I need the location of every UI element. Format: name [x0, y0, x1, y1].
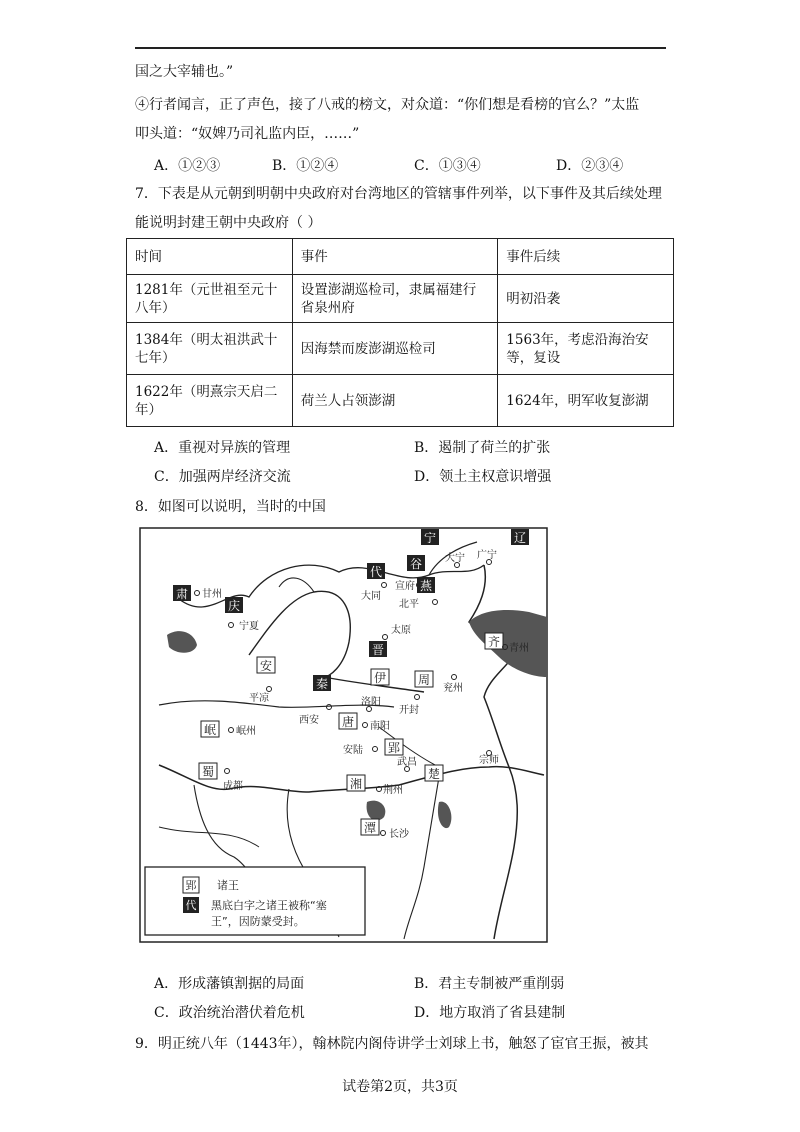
svg-text:伊: 伊 — [373, 671, 387, 685]
svg-text:潭: 潭 — [363, 821, 377, 835]
svg-text:代: 代 — [369, 565, 383, 579]
legend-line2: 王”，因防蒙受封。 — [211, 915, 305, 928]
svg-text:安: 安 — [259, 659, 273, 673]
q7-option-c[interactable]: C．加强两岸经济交流 — [154, 469, 291, 485]
q7-events-table — [126, 238, 674, 427]
prince-yan — [417, 577, 435, 593]
q7-stem-line1: 7．下表是从元朝到明朝中央政府对台湾地区的管辖事件列举，以下事件及其后续处理 — [135, 186, 662, 202]
city-nanyang: 南阳 — [370, 721, 390, 732]
svg-text:晋: 晋 — [371, 643, 385, 657]
q7-stem-line2: 能说明封建王朝中央政府（ ） — [135, 215, 322, 231]
prince-dai — [367, 563, 385, 579]
q8-option-a[interactable]: A．形成藩镇割据的局面 — [154, 976, 305, 992]
prince-qi — [485, 633, 503, 649]
prince-chu — [425, 765, 443, 781]
page-footer: 试卷第2页，共3页 — [342, 1079, 458, 1095]
city-daning: 大宁 — [445, 553, 465, 564]
city-taiyuan: 太原 — [391, 625, 411, 636]
city-guangning: 广宁 — [477, 550, 497, 561]
cell-time: 1281年（元世祖至元十八年） — [127, 275, 293, 323]
city-beiping: 北平 — [399, 599, 419, 610]
prince-an — [257, 657, 275, 673]
prince-su — [173, 585, 191, 601]
q9-stem-line1: 9．明正统八年（1443年），翰林院内阁侍讲学士刘球上书，触怒了宦官王振，被其 — [135, 1036, 649, 1052]
svg-text:楚: 楚 — [427, 767, 441, 781]
q8-option-b[interactable]: B．君主专制被严重削弱 — [414, 976, 565, 992]
prince-shu — [199, 763, 217, 779]
svg-text:宁: 宁 — [423, 531, 437, 545]
q6-option-d[interactable]: D．②③④ — [556, 158, 624, 174]
q7-option-d[interactable]: D．领土主权意识增强 — [414, 469, 552, 485]
svg-text:辽: 辽 — [513, 531, 527, 545]
q6-item4-line1: ④行者闻言，正了声色，接了八戒的榜文，对众道：“你们想是看榜的官么？”太监 — [135, 97, 640, 113]
q6-option-c[interactable]: C．①③④ — [414, 158, 481, 174]
svg-text:谷: 谷 — [409, 557, 423, 571]
prince-xiang — [347, 775, 365, 791]
prince-jin — [369, 641, 387, 657]
cell-event: 荷兰人占领澎湖 — [292, 375, 498, 427]
prince-qing — [225, 597, 243, 613]
svg-text:湘: 湘 — [349, 777, 363, 791]
cell-event: 因海禁而废澎湖巡检司 — [292, 323, 498, 375]
city-datong: 大同 — [361, 591, 381, 602]
prince-liao — [511, 529, 529, 545]
svg-text:岷: 岷 — [203, 723, 217, 737]
city-zongshi: 宗师 — [479, 755, 499, 766]
table-header-row — [127, 239, 674, 275]
table-row — [127, 275, 674, 323]
cell-after: 明初沿袭 — [498, 275, 674, 323]
prince-yi — [371, 669, 389, 685]
cell-after: 1624年，明军收复澎湖 — [498, 375, 674, 427]
svg-text:郢: 郢 — [387, 741, 401, 755]
top-rule — [135, 47, 666, 49]
svg-text:周: 周 — [417, 673, 431, 687]
svg-text:燕: 燕 — [419, 579, 433, 593]
prince-tan — [361, 819, 379, 835]
header-time: 时间 — [127, 239, 293, 275]
cell-after: 1563年，考虑沿海治安等，复设 — [498, 323, 674, 375]
svg-text:蜀: 蜀 — [201, 765, 215, 779]
city-xuanfu: 宣府 — [395, 581, 415, 592]
city-luoyang: 洛阳 — [361, 697, 381, 708]
legend-line1: 黑底白字之诸王被称“塞 — [211, 899, 327, 912]
city-pingliang: 平凉 — [249, 693, 269, 704]
svg-text:秦: 秦 — [315, 677, 329, 691]
city-kaifeng: 开封 — [399, 705, 419, 716]
prince-gu — [407, 555, 425, 571]
city-ganzhou: 甘州 — [202, 589, 222, 600]
q7-option-b[interactable]: B．遏制了荷兰的扩张 — [414, 440, 551, 456]
prince-zhou — [415, 671, 433, 687]
header-event: 事件 — [292, 239, 498, 275]
q8-option-c[interactable]: C．政治统治潜伏着危机 — [154, 1005, 305, 1021]
q7-option-a[interactable]: A．重视对异族的管理 — [154, 440, 291, 456]
city-chengdu: 成都 — [223, 781, 243, 792]
q8-option-d[interactable]: D．地方取消了省县建制 — [414, 1005, 566, 1021]
legend-glyph-white: 郢 — [185, 879, 197, 892]
cell-time: 1384年（明太祖洪武十七年） — [127, 323, 293, 375]
svg-text:唐: 唐 — [341, 715, 355, 729]
city-changsha: 长沙 — [389, 829, 409, 840]
city-anlu: 安陆 — [343, 745, 363, 756]
cell-time: 1622年（明熹宗天启二年） — [127, 375, 293, 427]
q6-item4-line2: 叩头道：“奴婢乃司礼监内臣，……” — [135, 126, 360, 142]
city-yanzhou: 兖州 — [443, 683, 463, 694]
map-legend — [145, 867, 365, 935]
ming-princes-map — [139, 527, 548, 943]
q6-option-b[interactable]: B．①②④ — [272, 158, 339, 174]
city-minzhou: 岷州 — [236, 726, 256, 737]
q6-continuation: 国之大宰辅也。” — [135, 64, 234, 80]
prince-min — [201, 721, 219, 737]
svg-text:齐: 齐 — [487, 635, 501, 649]
city-xian: 西安 — [299, 715, 319, 726]
prince-qin — [313, 675, 331, 691]
q6-option-a[interactable]: A．①②③ — [154, 158, 221, 174]
city-wuchang: 武昌 — [397, 757, 417, 768]
cell-event: 设置澎湖巡检司，隶属福建行省泉州府 — [292, 275, 498, 323]
svg-text:庆: 庆 — [227, 599, 241, 613]
table-row — [127, 375, 674, 427]
city-qingzhou: 青州 — [509, 643, 529, 654]
city-ningxia: 宁夏 — [239, 621, 259, 632]
prince-ning — [421, 529, 439, 545]
legend-title: 诸王 — [217, 879, 239, 892]
header-after: 事件后续 — [498, 239, 674, 275]
city-jingzhou: 荆州 — [383, 785, 403, 796]
prince-tang — [339, 713, 357, 729]
q8-stem: 8．如图可以说明，当时的中国 — [135, 499, 326, 515]
svg-text:肃: 肃 — [175, 587, 189, 601]
table-row — [127, 323, 674, 375]
legend-glyph-black: 代 — [185, 899, 197, 912]
prince-ying — [385, 739, 403, 755]
